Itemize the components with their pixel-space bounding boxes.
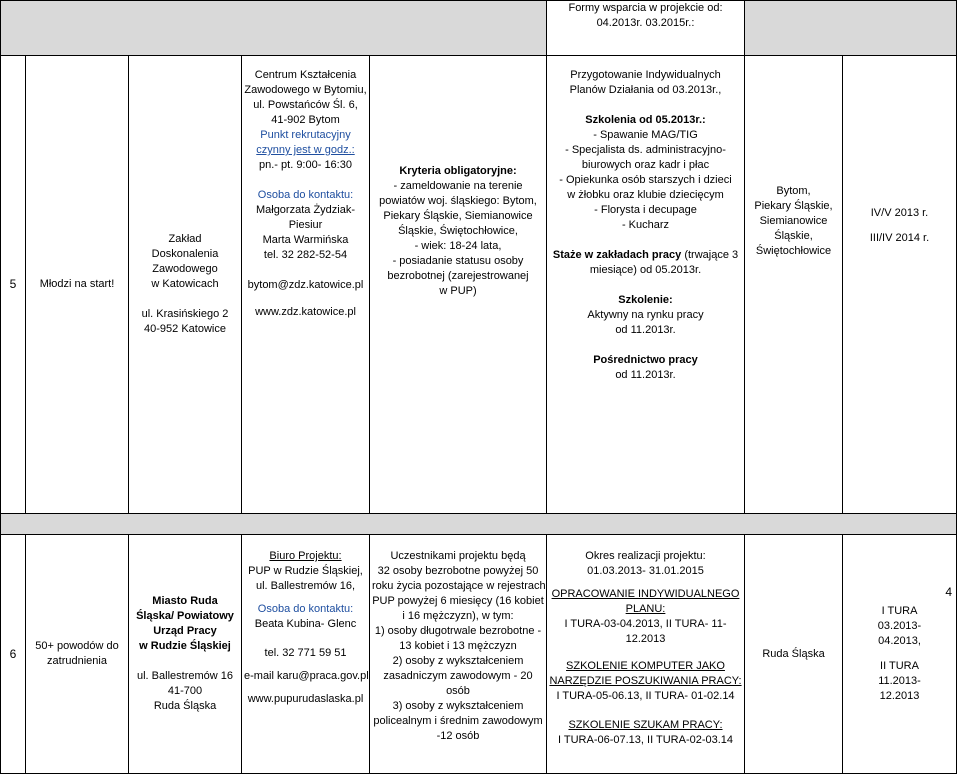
- table-row: [1, 56, 957, 514]
- location-cell: Ruda Śląska: [745, 535, 843, 774]
- project-title: Młodzi na start!: [26, 56, 129, 514]
- website-link[interactable]: www.pupurudaslaska.pl: [247, 693, 364, 705]
- recruitment-point-label: Punkt rekrutacyjny: [260, 129, 351, 141]
- location-cell: Bytom, Piekary Śląskie, Siemianowice Śląskie, Świętochłowice: [745, 56, 843, 514]
- shaded-header: [1, 1, 547, 56]
- phone: tel. 32 771 59 51: [264, 647, 347, 659]
- contact-label: Osoba do kontaktu:: [257, 189, 354, 201]
- terms-cell: I TURA 03.2013- 04.2013, II TURA 11.2013- 12.2013: [843, 535, 957, 774]
- contact-label: Osoba do kontaktu:: [257, 603, 354, 615]
- row-number: 5: [1, 56, 26, 514]
- criteria-cell: Kryteria obligatoryjne: - zameldowanie na terenie powiatów woj. śląskiego: Bytom, Piekary Śląskie, Siemianowice Śląskie, Świętochłowice, - wiek: 18-24 lata, - posiadanie statusu osoby bezrobotnej (zarejestrowanej w PUP): [370, 56, 547, 514]
- institution-cell: Zakład Doskonalenia Zawodowego w Katowicach ul. Krasińskiego 2 40-952 Katowice: [129, 56, 242, 514]
- criteria-cell: Uczestnikami projektu będą 32 osoby bezrobotne powyżej 50 roku życia pozostające w rejestrach PUP powyżej 6 miesięcy (16 kobiet i 16 mężczyzn), w tym: 1) osoby długotrwale bezrobotne - 13 kobiet i 13 mężczyzn 2) osoby z wykształceniem zasadniczym zawodowym - 20 osób 3) osoby z wykształceniem policealnym i średnim zawodowym -12 osób: [370, 535, 547, 774]
- email-link[interactable]: bytom@zdz.katowice.pl: [247, 279, 364, 291]
- project-title: 50+ powodów do zatrudnienia: [26, 535, 129, 774]
- funding-header: Formy wsparcia w projekcie od: 04.2013r. 03.2015r.:: [547, 1, 745, 56]
- support-cell: Przygotowanie Indywidualnych Planów Działania od 03.2013r., Szkolenia od 05.2013r.: - Spawanie MAG/TIG - Specjalista ds. administracyjno- biurowych oraz kadr i płac - Opiekunka osób starszych i dzieci w żłobku oraz klubie dziecięcym - Florysta i decupage - Kucharz Staże w zakładach pracy (trwające 3 miesiące) od 05.2013r. Szkolenie: Aktywny na rynku pracy od 11.2013r. Pośrednictwo pracy od 11.2013r.: [547, 56, 745, 514]
- shaded-header-right: [745, 1, 957, 56]
- table-row: [1, 535, 957, 774]
- bureau-label: Biuro Projektu:: [269, 550, 342, 562]
- row-number: 6: [1, 535, 26, 774]
- website-link[interactable]: www.zdz.katowice.pl: [255, 306, 356, 318]
- support-cell: Okres realizacji projektu: 01.03.2013- 31.01.2015 OPRACOWANIE INDYWIDUALNEGO PLANU: I TURA-03-04.2013, II TURA- 11- 12.2013 SZKOLENIE KOMPUTER JAKO NARZĘDZIE POSZUKIWANIA PRACY: I TURA-05-06.13, II TURA- 01-02.14 SZKOLENIE SZUKAM PRACY: I TURA-06-07.13, II TURA-02-03.14: [547, 535, 745, 774]
- header-row: [1, 1, 957, 56]
- hours-label: czynny jest w godz.:: [256, 144, 355, 156]
- phone: tel. 32 282-52-54: [263, 249, 348, 261]
- email-link[interactable]: e-mail karu@praca.gov.pl: [244, 670, 369, 682]
- page-number: 4: [945, 585, 952, 599]
- spacer-row: [1, 514, 957, 535]
- institution-cell: Miasto Ruda Śląska/ Powiatowy Urząd Pracy w Rudzie Śląskiej ul. Ballestremów 16 41-700 Ruda Śląska: [129, 535, 242, 774]
- office-cell: Centrum Kształcenia Zawodowego w Bytomiu, ul. Powstańców Śl. 6, 41-902 Bytom Punkt rekrutacyjny czynny jest w godz.: pn.- pt. 9:00- 16:30 Osoba do kontaktu: Małgorzata Żydziak- Piesiur Marta Warmińska tel. 32 282-52-54 bytom@zdz.katowice.pl www.zdz.katowice.pl: [242, 56, 370, 514]
- office-cell: Biuro Projektu: PUP w Rudzie Śląskiej, ul. Ballestremów 16, Osoba do kontaktu: Beata Kubina- Glenc tel. 32 771 59 51 e-mail karu@praca.gov.pl www.pupurudaslaska.pl: [242, 535, 370, 774]
- terms-cell: IV/V 2013 r. III/IV 2014 r.: [843, 56, 957, 514]
- hours: pn.- pt. 9:00- 16:30: [259, 159, 352, 171]
